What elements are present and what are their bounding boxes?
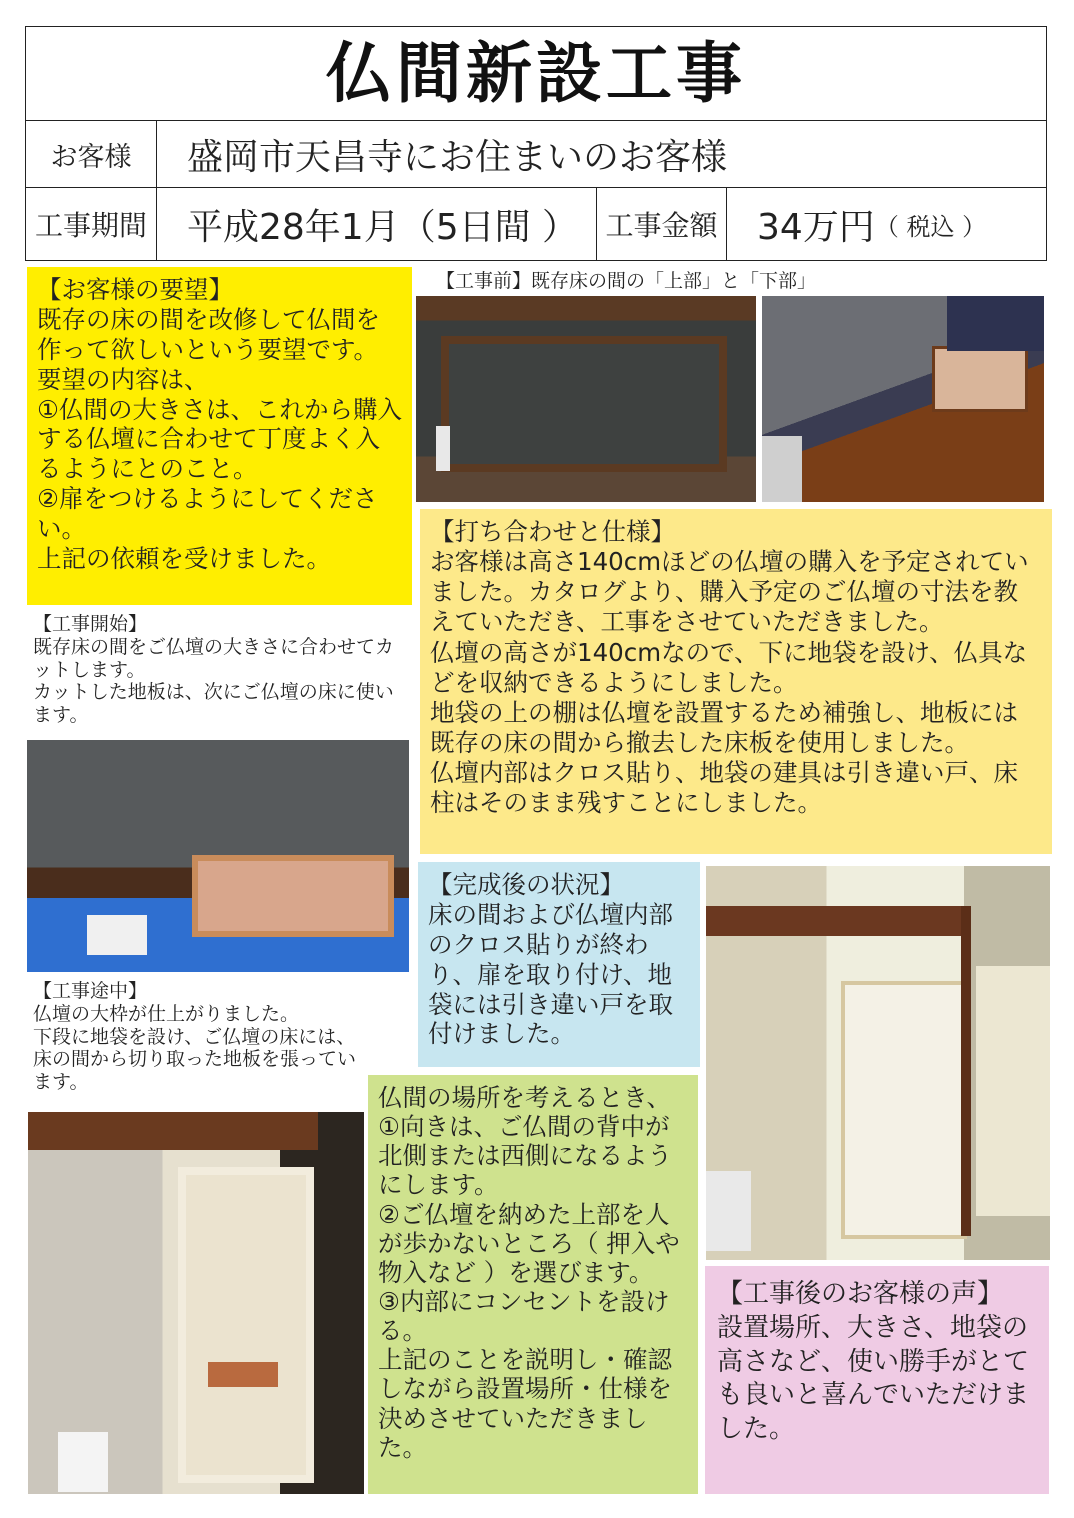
customer-value: 盛岡市天昌寺にお住まいのお客様 [187,136,728,178]
price-amount: 34万円 [757,206,875,248]
customer-row [25,120,1047,187]
curtain [947,296,1044,351]
period-label: 工事期間 [26,188,157,260]
title-row [25,26,1047,120]
alcove-pillar [961,906,971,1236]
customer-label: お客様 [26,121,157,187]
request-line: ①仏間の大きさは、これから購入する仏壇に合わせて丁度よく入るようにとのこと。 [37,394,402,484]
frame-structure [178,1167,314,1483]
midway-line: 仏壇の大枠が仕上がりました。 [33,1002,300,1025]
spec-line: 地袋の上の棚は仏壇を設置するため補強し、地板には既存の床の間から撤去した床板を使用しました。 [430,697,1018,757]
request-heading: 【お客様の要望】 [37,275,233,304]
before-lower-photo [762,296,1044,502]
complete-heading: 【完成後の状況】 [428,870,624,899]
boxes [87,915,147,955]
price-value [727,188,1046,260]
price-label: 工事金額 [597,188,727,260]
heater [58,1432,108,1492]
midway-caption [33,980,363,1094]
page-title: 仏間新設工事 [326,35,746,112]
request-line: 上記の依頼を受けました。 [37,543,331,573]
spec-heading: 【打ち合わせと仕様】 [430,517,675,546]
period-row [25,187,1047,261]
start-photo [27,740,409,972]
spec-line: 仏壇の高さが140cmなので、下に地袋を設け、仏具などを収納できるようにしました。 [430,637,1028,697]
request-line: 要望の内容は、 [37,364,209,394]
cut-floor [192,855,394,937]
spec-line: お客様は高さ140cmほどの仏壇の購入を予定されていました。カタログより、購入予定のご仏壇の寸法を教えていただき、工事をさせていただきました。 [430,547,1029,637]
voice-line: 設置場所、大きさ、地袋の高さなど、使い勝手がとても良いと喜んでいただけました。 [717,1312,1030,1445]
complete-line: 床の間および仏壇内部のクロス貼りが終わり、扉を取り付け、地袋には引き違い戸を取付けました。 [428,899,673,1049]
upper-beam [706,906,971,936]
advice-line: ②ご仏壇を納めた上部を人が歩かないところ（ 押入や物入など ）を選びます。 [378,1199,680,1287]
spec-line: 仏壇内部はクロス貼り、地袋の建具は引き違い戸、床柱はそのまま残すことにしました。 [430,758,1018,818]
alcove-wall [441,336,727,472]
voice-box [705,1266,1049,1494]
complete-box [418,862,700,1067]
midway-line: 下段に地袋を設け、ご仏壇の床には、床の間から切り取った地板を張っています。 [33,1025,357,1094]
fusuma [976,966,1050,1216]
voice-heading: 【工事後のお客様の声】 [717,1279,1004,1309]
hanging-bag [436,426,450,471]
request-line: 既存の床の間を改修して仏間を作って欲しいという要望です。 [37,304,380,364]
period-value: 平成28年1月（5日間 ） [157,188,597,260]
advice-line: 上記のことを説明し・確認しながら設置場所・仕様を決めさせていただきました。 [378,1345,672,1462]
spec-box [420,509,1052,854]
start-line: カットした地板は、次にご仏壇の床に使います。 [33,681,394,727]
advice-line: ③内部にコンセントを設ける。 [378,1286,670,1346]
advice-box [368,1075,698,1494]
request-box [27,267,412,605]
start-heading: 【工事開始】 [33,613,148,635]
start-line: 既存床の間をご仏壇の大きさに合わせてカットします。 [33,635,395,681]
upper-beam [28,1112,318,1150]
complete-photo [706,866,1050,1260]
price-note: （ 税込 ） [874,212,987,241]
request-line: ②扉をつけるようにしてください。 [37,484,378,543]
butsudan-doors [841,981,967,1239]
advice-line: ①向きは、ご仏間の背中が北側または西側になるようにします。 [378,1112,672,1200]
before-caption: 【工事前】既存床の間の「上部」と「下部」 [436,270,817,292]
small-cabinet [932,346,1028,412]
before-upper-photo [416,296,756,502]
midway-heading: 【工事途中】 [33,980,148,1002]
midway-photo [28,1112,364,1494]
shelf-board [208,1362,278,1387]
start-caption [33,613,403,727]
heater [762,436,802,502]
advice-line: 仏間の場所を考えるとき、 [378,1083,672,1112]
heater [706,1171,751,1251]
